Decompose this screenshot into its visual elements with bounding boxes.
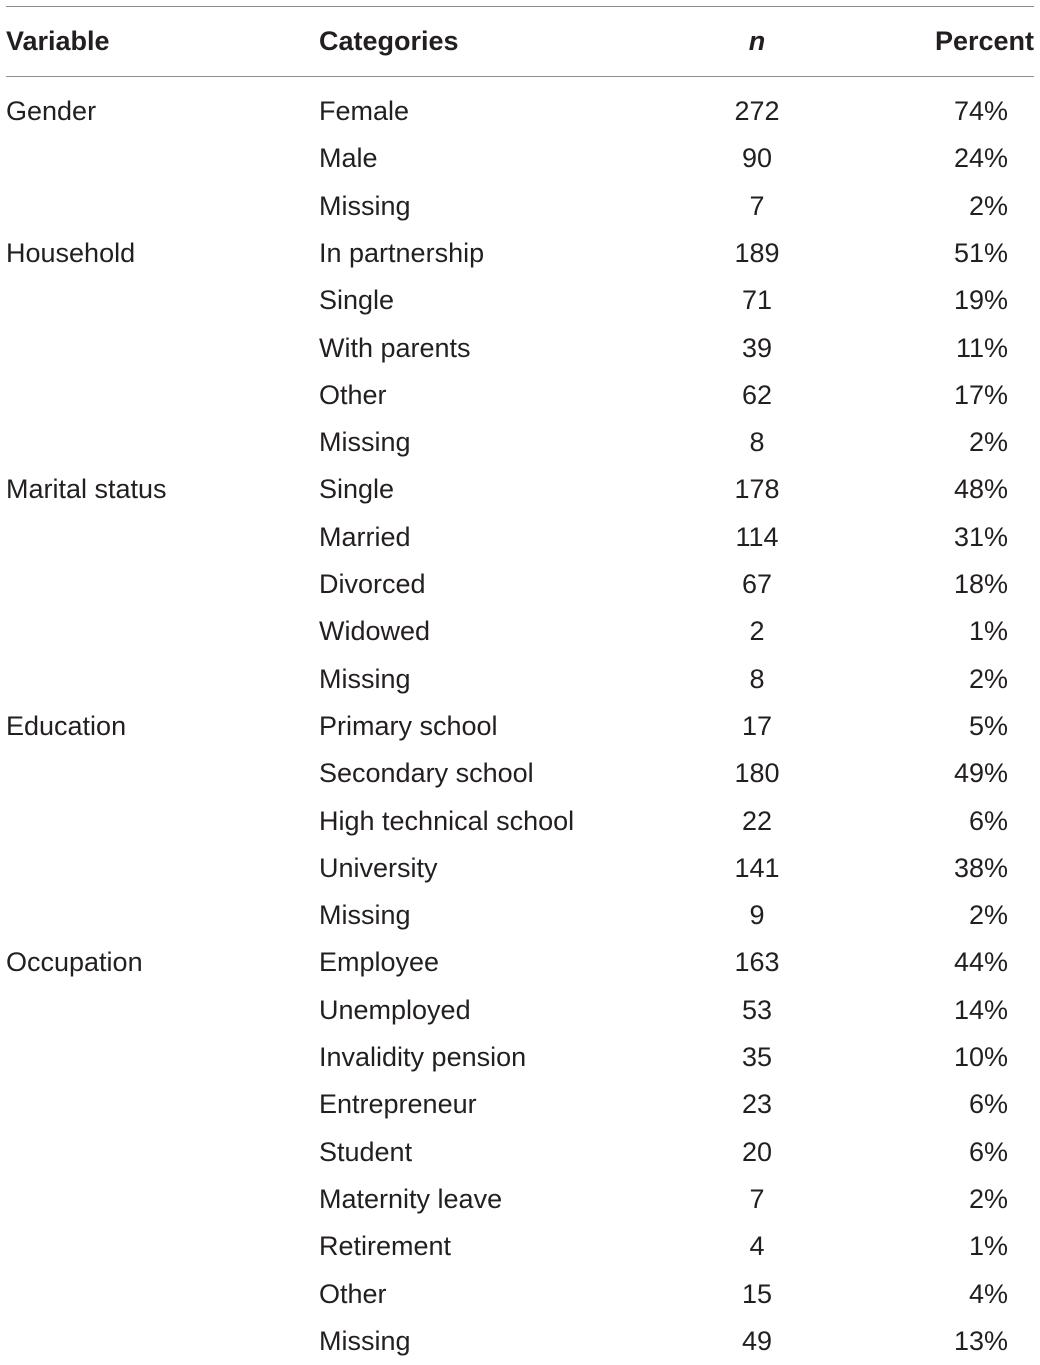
table-row (0, 88, 1040, 135)
cell-category: Invalidity pension (319, 1042, 527, 1072)
table-row (0, 987, 1040, 1034)
cell-category: Missing (319, 900, 411, 931)
cell-category: Entrepreneur (319, 1089, 477, 1120)
table-row (0, 703, 1040, 750)
table-row (0, 750, 1040, 797)
cell-n: 71 (741, 285, 773, 316)
cell-n: 8 (749, 663, 765, 694)
cell-n: 7 (749, 190, 765, 221)
table-row (0, 608, 1040, 655)
table-row (0, 1081, 1040, 1128)
cell-n: 141 (734, 852, 780, 883)
cell-n: 7 (749, 1183, 765, 1214)
cell-variable: Marital status (6, 474, 167, 505)
table-row (0, 1223, 1040, 1270)
cell-category: University (319, 852, 438, 883)
cell-percent: 1% (968, 1231, 1008, 1262)
cell-variable: Occupation (6, 947, 143, 978)
cell-variable: Household (6, 237, 136, 268)
cell-percent: 51% (953, 237, 1008, 268)
cell-percent: 1% (968, 616, 1008, 647)
cell-n: 9 (749, 900, 765, 931)
cell-category: Primary school (319, 710, 498, 741)
table-row (0, 561, 1040, 608)
header-variable: Variable (6, 26, 110, 56)
header-percent: Percent (934, 26, 1034, 56)
cell-percent: 38% (953, 852, 1008, 883)
table-row (0, 892, 1040, 939)
cell-category: Employee (319, 947, 440, 978)
table-row (0, 1034, 1040, 1081)
table-row (0, 277, 1040, 324)
cell-category: Secondary school (319, 758, 534, 789)
cell-percent: 74% (953, 96, 1008, 126)
table-header-rule (6, 76, 1034, 77)
cell-category: Unemployed (319, 994, 471, 1025)
cell-n: 2 (749, 616, 765, 647)
cell-n: 23 (741, 1089, 773, 1120)
cell-variable: Gender (6, 96, 97, 126)
cell-n: 8 (749, 427, 765, 458)
cell-percent: 6% (968, 1136, 1008, 1167)
table-row (0, 135, 1040, 182)
table-row (0, 325, 1040, 372)
cell-percent: 19% (953, 285, 1008, 316)
cell-n: 178 (734, 474, 780, 505)
cell-percent: 2% (968, 900, 1008, 931)
cell-n: 114 (735, 521, 779, 552)
cell-n: 62 (741, 379, 773, 410)
cell-percent: 11% (955, 332, 1008, 363)
cell-variable: Education (6, 710, 127, 741)
cell-percent: 14% (953, 994, 1008, 1025)
cell-percent: 2% (968, 190, 1008, 221)
cell-percent: 31% (953, 521, 1008, 552)
cell-category: Single (319, 285, 395, 316)
cell-n: 67 (741, 569, 773, 599)
cell-percent: 2% (968, 427, 1008, 458)
cell-n: 17 (741, 710, 773, 741)
table-row (0, 183, 1040, 230)
cell-n: 22 (741, 805, 773, 836)
cell-percent: 44% (953, 947, 1008, 978)
cell-percent: 2% (968, 1183, 1008, 1214)
cell-percent: 24% (953, 143, 1008, 174)
cell-category: Widowed (319, 616, 431, 647)
cell-n: 49 (741, 1325, 773, 1356)
cell-percent: 17% (953, 379, 1008, 410)
cell-category: Divorced (319, 569, 426, 599)
cell-n: 180 (734, 758, 780, 789)
cell-percent: 18% (953, 569, 1008, 599)
cell-n: 35 (741, 1042, 773, 1072)
cell-percent: 4% (968, 1278, 1008, 1309)
header-n: n (748, 26, 766, 56)
cell-n: 15 (741, 1278, 773, 1309)
cell-percent: 6% (968, 1089, 1008, 1120)
header-categories: Categories (319, 26, 459, 56)
table-row (0, 798, 1040, 845)
cell-percent: 5% (968, 710, 1008, 741)
cell-category: High technical school (319, 805, 575, 836)
cell-category: Single (319, 474, 395, 505)
cell-category: In partnership (319, 237, 485, 268)
table-row (0, 1271, 1040, 1318)
cell-n: 53 (741, 994, 773, 1025)
table-row (0, 1129, 1040, 1176)
cell-category: Missing (319, 190, 411, 221)
table-row (0, 1176, 1040, 1223)
table-row (0, 845, 1040, 892)
cell-percent: 13% (953, 1325, 1008, 1356)
table-row (0, 939, 1040, 986)
cell-category: Male (319, 143, 378, 174)
cell-category: Missing (319, 427, 411, 458)
table-row (0, 1318, 1040, 1365)
cell-n: 39 (741, 332, 773, 363)
cell-category: Maternity leave (319, 1183, 503, 1214)
cell-n: 189 (734, 237, 780, 268)
table-header-row (0, 6, 1040, 56)
cell-category: Retirement (319, 1231, 452, 1262)
cell-category: Female (319, 96, 410, 126)
cell-percent: 48% (953, 474, 1008, 505)
table-row (0, 466, 1040, 513)
cell-n: 272 (734, 96, 780, 126)
cell-percent: 6% (968, 805, 1008, 836)
table-row (0, 656, 1040, 703)
cell-category: Married (319, 521, 411, 552)
table-row (0, 230, 1040, 277)
cell-category: Student (319, 1136, 413, 1167)
table-row (0, 372, 1040, 419)
cell-percent: 2% (968, 663, 1008, 694)
cell-category: Other (319, 1278, 387, 1309)
table-row (0, 419, 1040, 466)
cell-category: Other (319, 379, 387, 410)
cell-percent: 10% (953, 1042, 1008, 1072)
cell-percent: 49% (953, 758, 1008, 789)
cell-n: 90 (741, 143, 773, 174)
cell-category: Missing (319, 1325, 411, 1356)
cell-category: With parents (319, 332, 471, 363)
cell-n: 163 (734, 947, 780, 978)
table-row (0, 514, 1040, 561)
cell-n: 20 (741, 1136, 773, 1167)
cell-category: Missing (319, 663, 411, 694)
cell-n: 4 (749, 1231, 765, 1262)
